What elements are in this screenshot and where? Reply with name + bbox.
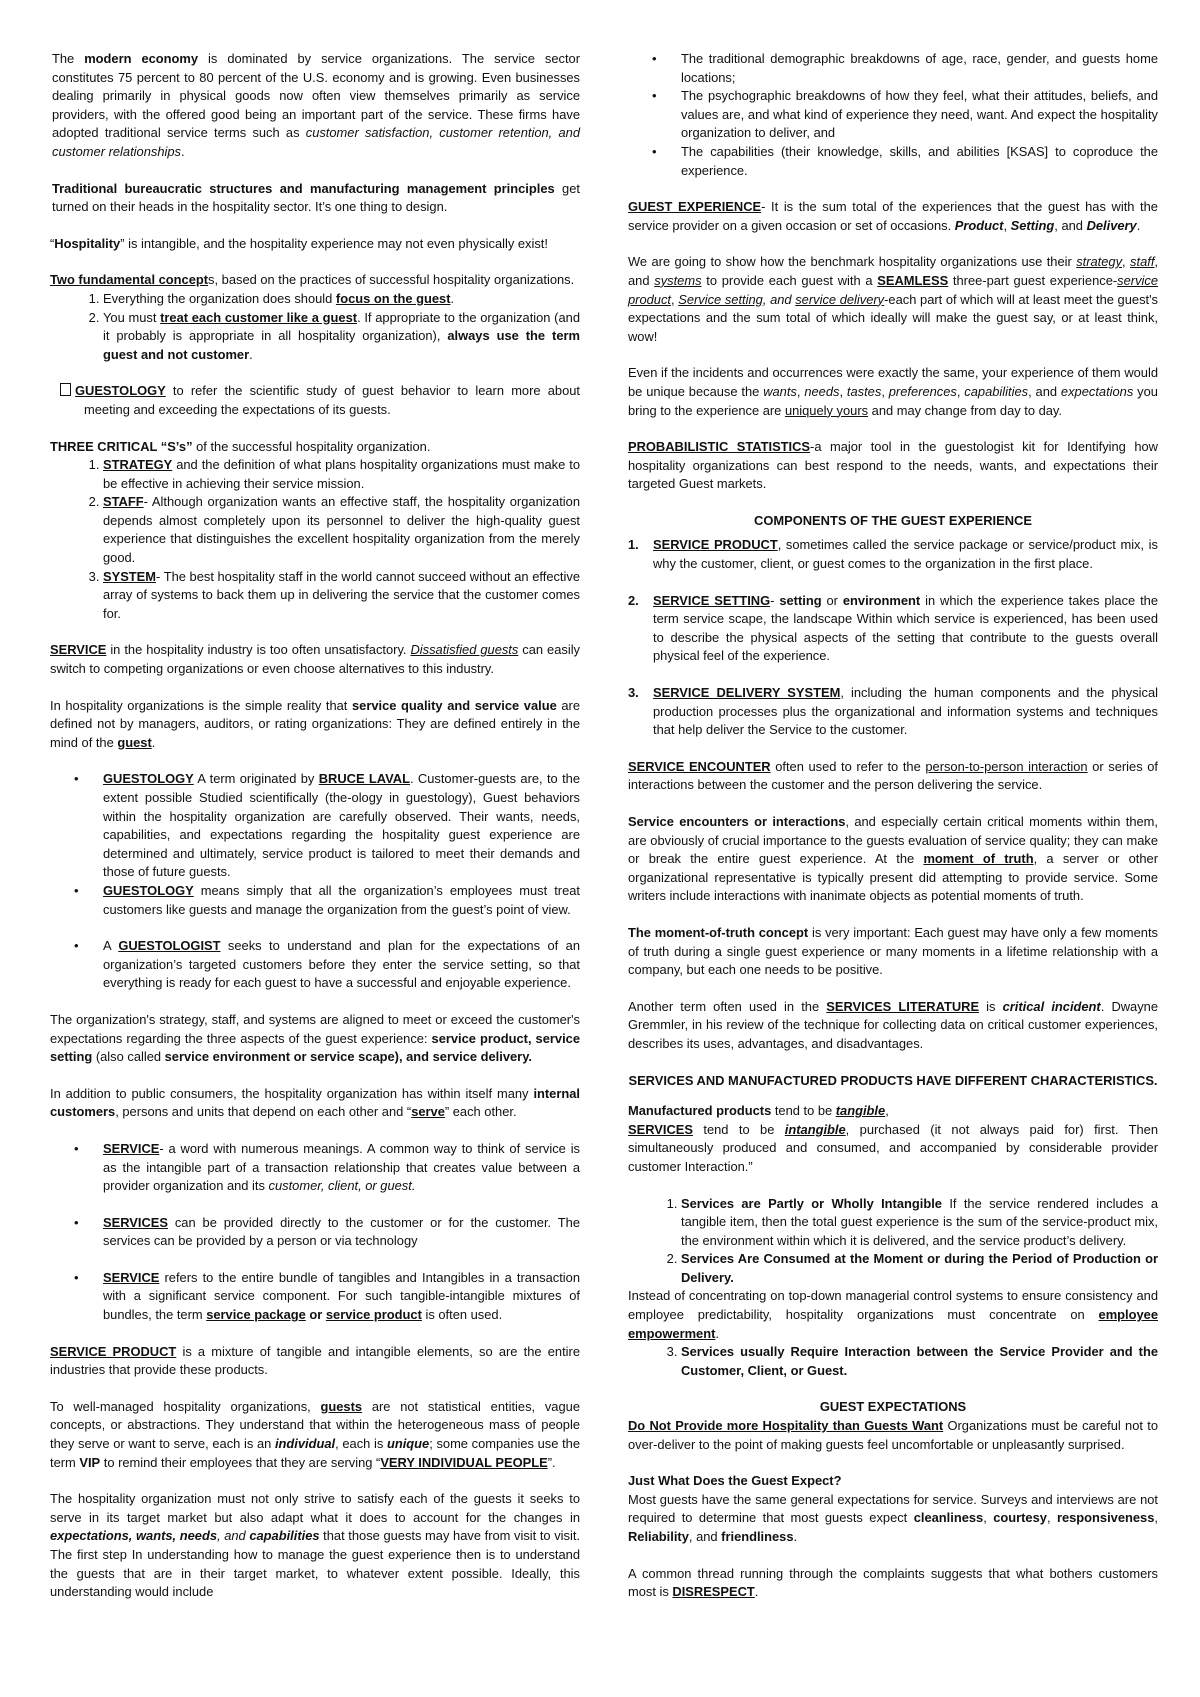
paragraph-guestology-definition: [50, 382, 580, 419]
text-run: - It is the sum total of the experiences that the guest has with the service provider on a given occasion or set of occasions.: [628, 199, 1158, 233]
text-run: customer satisfaction, customer retention, and customer relationships: [52, 125, 580, 159]
paragraph-probabilistic: [628, 438, 1158, 494]
text-run: , a server or other organizational representative is typically present did attempting to provide service. Some writers include interactions with inanimate objects as potential moments of truth.: [628, 851, 1158, 904]
text-run: .: [151, 734, 156, 750]
text-run: SERVICE PRODUCT: [653, 537, 778, 553]
text-run: , and: [762, 291, 796, 307]
text-run: STRATEGY: [103, 457, 173, 473]
text-run: . If appropriate to the organization (and it probably is appropriate in all hospitality organization),: [103, 309, 580, 344]
text-run: BRUCE LAVAL: [318, 771, 410, 787]
text-run: Services Are Consumed at the Moment or during the Period of Production or Delivery.: [681, 1251, 1158, 1285]
text-run: service quality and service value: [352, 697, 557, 713]
list-item: [681, 50, 1158, 87]
list-item: [681, 1250, 1158, 1287]
text-run: .: [249, 346, 253, 362]
text-run: service delivery: [795, 291, 885, 307]
list-number: 2.: [628, 592, 639, 608]
list-number: 1.: [628, 537, 639, 553]
text-run: cleanliness: [913, 1510, 984, 1526]
text-run: GUESTOLOGIST: [118, 938, 221, 954]
text-run: in the hospitality industry is too often unsatisfactory.: [106, 642, 411, 658]
list-item: [103, 309, 580, 365]
text-run: THREE CRITICAL “S’s”: [50, 438, 193, 454]
list-guestology: [50, 770, 580, 919]
text-run: internal customers: [50, 1085, 580, 1120]
text-run: VERY INDIVIDUAL PEOPLE: [380, 1454, 548, 1470]
text-run: Product: [954, 217, 1004, 233]
text-run: service package: [206, 1307, 306, 1323]
text-run: -each part of which will at least meet the guest's expectations and the sum total of which ideally will make the guest say, or at least think, wow!: [628, 291, 1158, 344]
text-run: SERVICE PRODUCT: [50, 1343, 177, 1359]
right-column: [628, 50, 1158, 1620]
paragraph-moment-of-truth-concept: [628, 924, 1158, 980]
list-fundamental-concepts: [50, 290, 580, 364]
heading-components: COMPONENTS OF THE GUEST EXPERIENCE: [754, 512, 1032, 528]
text-run: SERVICE: [50, 642, 107, 658]
text-run: systems: [654, 272, 702, 288]
paragraph-employee-empowerment: [628, 1287, 1158, 1343]
text-run: expectations, wants, needs: [50, 1528, 217, 1544]
text-run: of the successful hospitality organization.: [192, 438, 431, 454]
text-run: , including the human components and the physical production processes plus the organizational and information systems and techniques that help deliver the Service to the customer.: [653, 685, 1159, 738]
text-run: often used to refer to the: [770, 758, 926, 774]
checkbox-glyph-icon: [60, 383, 71, 396]
text-run: We are going to show how the benchmark hospitality organizations use their: [628, 254, 1077, 270]
text-run: The organization's strategy, staff, and systems are aligned to meet or exceed the customer's expectations regarding the three aspects of the guest experience:: [50, 1011, 580, 1046]
text-run: ,: [1046, 1510, 1057, 1526]
paragraph-guest-expect-title: Just What Does the Guest Expect?: [628, 1473, 842, 1489]
text-run: ; some companies use the term: [50, 1436, 580, 1470]
text-run: service environment or service scape), and service delivery.: [164, 1049, 532, 1065]
paragraph-service-quality: [50, 697, 580, 753]
text-run: to provide each guest with a: [701, 272, 878, 288]
text-run: STAFF: [103, 494, 144, 510]
text-run: , sometimes called the service package or service/product mix, is why the customer, client, or guest comes to the organization in the first place.: [653, 537, 1158, 572]
text-run: Services are Partly or Wholly Intangible: [681, 1195, 942, 1211]
paragraph-benchmark: [628, 253, 1158, 346]
text-run: ,: [983, 1510, 994, 1526]
list-number: 3.: [628, 685, 639, 701]
list-components: [628, 536, 1158, 739]
paragraph-manufactured-products: [628, 1102, 1158, 1121]
paragraph-guest-experience: [628, 198, 1158, 235]
text-run: refers to the entire bundle of tangibles and Intangibles in a transaction with a significant service component. For such tangible-intangible mixtures of bundles, the term: [103, 1269, 580, 1323]
text-run: is: [979, 998, 1003, 1014]
text-run: GUESTOLOGY: [103, 771, 194, 787]
list-item: [103, 568, 580, 624]
text-run: .: [793, 1529, 798, 1544]
text-run: GUESTOLOGY: [75, 383, 166, 399]
text-run: .: [754, 1584, 759, 1600]
text-run: service product, service setting: [50, 1030, 580, 1065]
text-run: Most guests have the same general expectations for service. Surveys and interviews are not required to determine that most guests expect: [628, 1491, 1158, 1526]
list-item: [103, 937, 580, 993]
text-run: expectations: [1060, 383, 1134, 399]
text-run: focus on the guest: [335, 290, 451, 306]
text-run: -: [770, 592, 780, 608]
text-run: SERVICE SETTING: [653, 592, 771, 608]
text-run: - a word with numerous meanings. A common way to think of service is as the intangible part of a transaction relationship that creates value between a provider organization and its: [103, 1140, 580, 1194]
text-run: ” each other.: [444, 1104, 517, 1120]
left-column: [50, 50, 580, 1620]
text-run: is very important: Each guest may have only a few moments of truth during a single guest experience or many moments in a lifetime relationship with a company, but each one needs to be positive.: [628, 924, 1158, 978]
text-run: You must: [103, 309, 161, 325]
paragraph-internal-customers: [50, 1085, 580, 1122]
text-run: that those guests may have from visit to visit. The first step In understanding how to manage the guest experience then is to understand the guests that are in their target market, to whatever extent possible. Ideally, this understanding would include: [50, 1528, 580, 1600]
text-run: ,: [1122, 254, 1131, 270]
text-run: GUESTOLOGY: [103, 882, 194, 898]
text-run: Everything the organization does should: [103, 290, 336, 306]
text-run: to refer the scientific study of guest behavior to learn more about meeting and exceeding the expectations of its guests.: [84, 383, 580, 417]
text-run: service product: [325, 1307, 422, 1323]
heading-services-characteristics: SERVICES AND MANUFACTURED PRODUCTS HAVE DIFFERENT CHARACTERISTICS.: [628, 1072, 1158, 1088]
text-run: is dominated by service organizations. The service sector constitutes 75 percent to 80 percent of the U.S. economy and is growing. Even businesses dealing primarily in physical goods now often view themselves primarily as service providers, with the offered good being an important part of the service. These firms have adopted traditional service terms such as: [52, 51, 580, 141]
text-run: .: [715, 1325, 719, 1341]
list-service-definitions: [50, 1140, 580, 1325]
text-run: tend to be: [771, 1103, 836, 1119]
text-run: uniquely yours: [784, 402, 869, 418]
list-characteristics-3: [628, 1343, 1158, 1380]
list-item: [681, 1195, 1158, 1251]
text-run: person-to-person interaction: [925, 758, 1088, 774]
list-item: [681, 1343, 1158, 1380]
text-run: ,: [1154, 1510, 1158, 1526]
text-run: always use the term guest and not customer: [103, 328, 580, 362]
text-run: PROBABILISTIC STATISTICS: [628, 439, 811, 455]
text-run: is a mixture of tangible and intangible elements, so are the entire industries that provide these products.: [50, 1343, 580, 1378]
text-run: staff: [1130, 254, 1155, 270]
text-run: .: [450, 290, 455, 306]
list-item: [628, 536, 1158, 573]
text-run: SERVICES: [103, 1214, 168, 1230]
list-three-s: [50, 456, 580, 623]
text-run: “: [50, 235, 55, 251]
text-run: Two fundamental concept: [50, 272, 209, 288]
text-run: A term originated by: [193, 771, 319, 787]
text-run: The psychographic breakdowns of how they feel, what their attitudes, beliefs, and values are, and what kind of experience they need, want. And expect the hospitality organization to deliver, and: [681, 88, 1158, 141]
text-run: , and: [628, 254, 1158, 288]
text-run: capabilities: [249, 1528, 320, 1544]
text-run: , and: [217, 1528, 250, 1544]
text-run: , purchased (it not always paid for) first. Then simultaneously produced and consumed, and accompanied by considerable provider customer Interaction.”: [628, 1121, 1158, 1174]
text-run: Service setting: [678, 291, 763, 307]
text-run: DISRESPECT: [672, 1584, 755, 1600]
paragraph-target-market: [50, 1490, 580, 1602]
text-run: SYSTEM: [103, 568, 157, 584]
text-run: Manufactured products: [628, 1103, 772, 1119]
text-run: guests: [320, 1398, 363, 1414]
text-run: capabilities: [964, 383, 1029, 399]
text-run: tangible: [835, 1103, 886, 1119]
text-run: Dissatisfied guests: [410, 642, 519, 658]
list-item: [681, 143, 1158, 180]
text-run: tend to be: [692, 1121, 785, 1137]
text-run: . Dwayne Gremmler, in his review of the technique for collecting data on critical customer experiences, describes its uses, advantages, and disadvantages.: [628, 998, 1159, 1051]
list-item: [103, 770, 580, 882]
text-run: The: [52, 51, 85, 66]
text-run: SERVICE: [103, 1140, 160, 1156]
text-run: , and: [1054, 217, 1087, 233]
text-run: SERVICE DELIVERY SYSTEM: [653, 685, 841, 701]
text-run: ,: [671, 291, 679, 307]
list-item: [103, 1214, 580, 1251]
text-run: can easily switch to competing organizations or even choose alternatives to this industry.: [50, 642, 581, 677]
text-run: ,: [881, 383, 889, 399]
paragraph-service-unsatisfactory: [50, 641, 580, 678]
text-run: treat each customer like a guest: [160, 309, 358, 325]
paragraph-unique-experience: [628, 364, 1158, 420]
list-breakdowns: [628, 50, 1158, 180]
text-run: SEAMLESS: [877, 272, 949, 288]
paragraph-disrespect: [628, 1565, 1158, 1602]
text-run: ,: [796, 383, 805, 399]
text-run: Delivery: [1086, 217, 1137, 233]
text-run: Traditional bureaucratic structures and manufacturing management principles: [52, 180, 555, 196]
paragraph-strategy-staff-systems: [50, 1011, 580, 1067]
paragraph-guests-individual: [50, 1398, 580, 1472]
text-run: The moment-of-truth concept: [628, 924, 809, 940]
text-run: guest: [117, 734, 152, 750]
list-item: [103, 290, 580, 309]
list-item: [103, 493, 580, 567]
text-run: environment: [842, 592, 921, 608]
text-run: SERVICE ENCOUNTER: [628, 758, 771, 774]
text-run: In hospitality organizations is the simple reality that: [50, 697, 352, 713]
text-run: Reliability: [628, 1529, 689, 1544]
text-run: SERVICES LITERATURE: [826, 998, 980, 1014]
list-item: [628, 592, 1159, 666]
text-run: Do Not Provide more Hospitality than Guests Want: [628, 1418, 944, 1434]
text-run: seeks to understand and plan for the expectations of an organization’s targeted customers before they enter the service setting, so that everything is ready for each guest to have a successful and enjoyable experience.: [103, 938, 580, 991]
text-run: , each is: [335, 1436, 387, 1452]
heading-guest-expectations: GUEST EXPECTATIONS: [819, 1399, 967, 1415]
text-run: responsiveness: [1056, 1510, 1155, 1526]
text-run: needs: [804, 383, 840, 399]
text-run: Setting: [1010, 217, 1055, 233]
paragraph-modern-economy: [50, 50, 580, 162]
text-run: Services usually Require Interaction between the Service Provider and the Customer, Client, or Guest.: [681, 1344, 1158, 1378]
text-run: critical incident: [1002, 998, 1101, 1014]
text-run: The capabilities (their knowledge, skills, and abilities [KSAS] to coproduce the experience.: [681, 143, 1158, 178]
paragraph-three-critical: [50, 438, 580, 457]
text-run: employee empowerment: [628, 1307, 1158, 1341]
text-run: three-part guest experience-: [948, 272, 1118, 288]
text-run: The traditional demographic breakdowns of age, race, gender, and guests home locations;: [681, 51, 1158, 85]
text-run: is often used.: [421, 1307, 503, 1323]
text-run: modern economy: [84, 51, 199, 66]
text-run: are defined not by managers, auditors, or rating organizations: They are defined entirely in the mind of the: [50, 697, 581, 750]
text-run: customer, client, or guest.: [268, 1178, 416, 1194]
text-run: service product: [628, 272, 1158, 307]
text-run: ”.: [547, 1454, 556, 1470]
text-run: Service encounters or interactions: [628, 814, 846, 829]
text-run: Instead of concentrating on top-down managerial control systems to ensure consistency and employee predictability, hospitality organizations must concentrate on: [628, 1288, 1158, 1323]
text-run: unique: [386, 1436, 430, 1452]
text-run: to remind their employees that they are serving “: [100, 1454, 381, 1470]
list-item: [681, 87, 1158, 143]
text-run: VIP: [79, 1454, 101, 1470]
text-run: strategy: [1076, 254, 1123, 270]
list-item: [103, 1140, 580, 1196]
text-run: Organizations must be careful not to over-deliver to the point of making guests feel uncomfortable or unpleasantly surprised.: [628, 1418, 1158, 1452]
text-run: intangible: [784, 1121, 846, 1137]
text-run: (also called: [92, 1049, 165, 1065]
list-guestologist: [50, 937, 580, 993]
text-run: SERVICES: [628, 1121, 693, 1137]
paragraph-service-product: [50, 1343, 580, 1380]
text-run: In addition to public consumers, the hospitality organization has within itself many: [50, 1085, 534, 1101]
paragraph-over-deliver: [628, 1417, 1158, 1454]
list-item: [103, 882, 580, 919]
text-run: Even if the incidents and occurrences were exactly the same, your experience of them would be unique because the: [628, 365, 1158, 399]
text-run: SERVICE: [103, 1269, 160, 1285]
text-run: ,: [956, 383, 965, 399]
text-run: , and especially certain critical moments within them, are obviously of crucial importance to the guests evaluation of service quality; they can make or break the entire guest experience. At the: [628, 814, 1159, 867]
text-run: ,: [1003, 217, 1011, 233]
text-run: s, based on the practices of successful hospitality organizations.: [208, 272, 575, 288]
text-run: If the service rendered includes a tangible item, then the total guest experience is the sum of the service-product mix, the environment within which it is delivered, and the service product’s delivery.: [681, 1195, 1159, 1248]
paragraph-bureaucratic: [50, 180, 580, 217]
paragraph-service-encounter: [628, 758, 1158, 795]
text-run: or series of interactions between the customer and the person delivering the service.: [628, 758, 1159, 793]
text-run: Another term often used in the: [628, 998, 827, 1014]
paragraph-critical-incident: [628, 998, 1158, 1054]
text-run: .: [180, 143, 185, 159]
paragraph-two-concepts: [50, 271, 580, 290]
text-run: moment of truth: [923, 851, 1034, 867]
text-run: To well-managed hospitality organizations,: [50, 1398, 321, 1414]
text-run: you bring to the experience are: [628, 383, 1158, 418]
text-run: get turned on their heads in the hospitality sector. It’s one thing to design.: [52, 180, 580, 215]
list-characteristics: [628, 1195, 1158, 1288]
text-run: - Although organization wants an effective staff, the hospitality organization depends almost completely upon its personnel to deliver the high-quality guest experience that distinguishes the excellent hospitality organization from the merely good.: [103, 494, 580, 566]
text-run: .: [1136, 217, 1141, 233]
paragraph-moments-of-truth: [628, 813, 1158, 906]
text-run: ” is intangible, and the hospitality experience may not even physically exist!: [120, 235, 548, 251]
text-run: setting: [779, 592, 822, 608]
text-run: tastes: [846, 383, 882, 399]
list-item: [103, 1269, 580, 1325]
text-run: , persons and units that depend on each other and “: [115, 1104, 412, 1120]
text-run: GUEST EXPERIENCE: [628, 199, 762, 215]
text-run: friendliness: [721, 1529, 794, 1544]
paragraph-services-intangible: [628, 1121, 1158, 1177]
text-run: . Customer-guests are, to the extent possible Studied scientifically (the-ology in guestology), Guest behaviors within the hospitality organization are carefully observed. Their wants, needs, capabilities, and expectations regarding the hospitality guest experience are determined and ultimately, service product is tailored to meet their demands and those of future guests.: [103, 771, 581, 880]
text-run: individual: [274, 1436, 336, 1452]
paragraph-hospitality: [50, 235, 580, 254]
text-run: , and: [1028, 383, 1061, 399]
list-item: [103, 456, 580, 493]
text-run: means simply that all the organization’s employees must treat customers like guests and manage the organization from the guest’s point of view.: [103, 882, 580, 917]
text-run: Hospitality: [54, 235, 121, 251]
text-run: preferences: [888, 383, 957, 399]
paragraph-general-expectations: [628, 1491, 1158, 1547]
list-item: [628, 684, 1159, 740]
text-run: and may change from day to day.: [868, 402, 1063, 418]
text-run: or: [821, 592, 843, 608]
text-run: -a major tool in the guestologist kit for Identifying how hospitality organizations can best respond to the needs, wants, and expectations their targeted Guest markets.: [628, 439, 1158, 492]
text-run: and the definition of what plans hospitality organizations must make to be effective in achieving their service mission.: [103, 457, 580, 491]
text-run: A common thread running through the complaints suggests that what bothers customers most is: [628, 1565, 1158, 1600]
text-run: in which the experience takes place the term service scape, the landscape Within which service is experienced, has been used to describe the physical aspects of the setting that contribute to the guests overall physical feel of the experience.: [653, 592, 1159, 664]
text-run: ,: [839, 383, 847, 399]
text-run: A: [103, 938, 119, 954]
text-run: , and: [688, 1529, 722, 1544]
text-run: can be provided directly to the customer or for the customer. The services can be provided by a person or via technology: [103, 1214, 580, 1249]
text-run: The hospitality organization must not only strive to satisfy each of the guests it seeks to serve in its target market but also adapt what it does to account for the changes in: [50, 1491, 580, 1525]
text-run: are not statistical entities, vague concepts, or abstractions. They understand that within the heterogeneous mass of people they serve or want to serve, each is an: [50, 1398, 580, 1452]
text-run: serve: [411, 1104, 445, 1120]
text-run: courtesy: [993, 1510, 1047, 1526]
text-run: - The best hospitality staff in the world cannot succeed without an effective array of systems to back them up in delivering the service that the customer comes for.: [103, 568, 580, 621]
text-run: or: [305, 1307, 326, 1323]
text-run: wants: [763, 383, 797, 399]
text-run: ,: [885, 1103, 889, 1119]
